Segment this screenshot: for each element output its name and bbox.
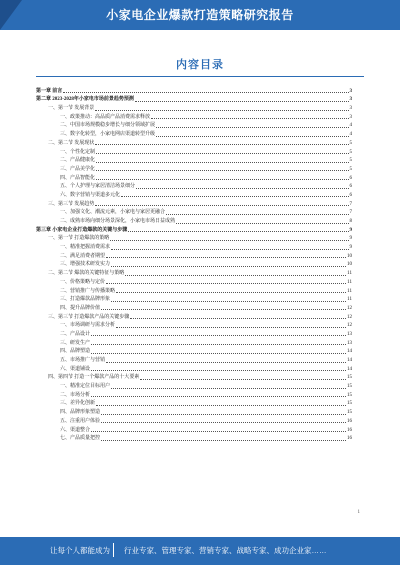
toc-entry-title: 二、成熟市场向细分场景深化，小家电市场日益成熟 (60, 219, 176, 224)
toc-entry[interactable] (36, 103, 352, 112)
toc-entry-title: 一、精准定位目标用户 (60, 384, 111, 390)
toc-leader-dots (106, 362, 346, 363)
toc-entry-page: 6 (349, 175, 352, 181)
toc-entry[interactable] (36, 329, 352, 338)
toc-leader-dots (130, 318, 346, 319)
toc-entry-title: 一、第一节 发展背景 (48, 106, 95, 112)
toc-entry-page: 11 (347, 271, 352, 277)
toc-entry-title: 一、加强文化、潮流元素，小家电与家居更融合 (60, 210, 166, 216)
toc-entry-page: 8 (349, 219, 352, 224)
toc-leader-dots (91, 396, 346, 397)
toc-entry[interactable] (36, 364, 352, 373)
toc-entry-page: 15 (347, 375, 352, 381)
toc-entry[interactable] (36, 277, 352, 286)
toc-entry-title: 二、第二节 爆款的关键特征与策略 (48, 271, 125, 277)
toc-entry-title: 七、产品质量把控 (60, 436, 101, 442)
toc-entry[interactable] (36, 355, 352, 364)
toc-entry[interactable] (36, 321, 352, 330)
toc-leader-dots (176, 223, 348, 224)
toc-entry[interactable] (36, 338, 352, 347)
toc-leader-dots (95, 205, 348, 206)
toc-entry-page: 3 (349, 88, 352, 94)
toc-entry-title: 二、营销推广与传播策略 (60, 288, 116, 294)
toc-entry[interactable] (36, 312, 352, 321)
toc-entry[interactable] (36, 373, 352, 382)
toc-heading: 内容目录 (176, 59, 224, 71)
toc-leader-dots (96, 170, 348, 171)
toc-entry-page: 7 (349, 210, 352, 216)
toc-entry-page: 15 (347, 392, 352, 398)
toc-leader-dots (96, 405, 346, 406)
toc-entry[interactable] (36, 156, 352, 165)
toc-leader-dots (116, 327, 346, 328)
toc-entry-title: 三、第三节 发展趋势 (48, 201, 95, 207)
toc-entry-title: 六、渠道整合 (60, 427, 91, 433)
toc-entry-page: 5 (349, 140, 352, 146)
toc-entry-page: 14 (347, 366, 352, 372)
toc-entry[interactable] (36, 216, 352, 225)
toc-entry[interactable] (36, 260, 352, 269)
toc-entry[interactable] (36, 399, 352, 408)
toc-leader-dots (111, 249, 348, 250)
toc-entry[interactable] (36, 225, 352, 234)
toc-entry-title: 五、注重用户体验 (60, 418, 101, 424)
toc-leader-dots (63, 92, 348, 93)
toc-entry-page: 9 (349, 236, 352, 242)
toc-entry[interactable] (36, 286, 352, 295)
toc-leader-dots (136, 188, 348, 189)
page-number: 1 (357, 510, 360, 515)
toc-leader-dots (140, 379, 346, 380)
toc-leader-dots (91, 353, 346, 354)
toc-entry-page: 12 (347, 314, 352, 320)
toc-entry-page: 4 (349, 132, 352, 138)
toc-entry[interactable] (36, 416, 352, 425)
toc-entry[interactable] (36, 182, 352, 191)
toc-entry-title: 二、第二节 发展现状 (48, 140, 95, 146)
toc-leader-dots (96, 153, 348, 154)
toc-entry-page: 11 (347, 297, 352, 303)
document-title: 小家电企业爆款打造策略研究报告 (106, 8, 294, 22)
toc-entry[interactable] (36, 295, 352, 304)
footer-separator (113, 543, 114, 557)
toc-leader-dots (95, 144, 348, 145)
toc-entry-title: 一、个性化定制 (60, 149, 96, 155)
toc-leader-dots (166, 214, 348, 215)
toc-entry-title: 一、政策推动：高品质产品消费需求释放 (60, 114, 151, 120)
toc-entry[interactable] (36, 251, 352, 260)
toc-entry-title: 六、数字营销与渠道多元化 (60, 192, 121, 198)
toc-entry-title: 三、第三节 打造爆款产品的关键步骤 (48, 314, 130, 320)
toc-leader-dots (91, 431, 346, 432)
toc-entry-title: 二、产品设计 (60, 331, 91, 337)
toc-leader-dots (110, 240, 348, 241)
toc-leader-dots (101, 422, 346, 423)
toc-entry-page: 16 (347, 418, 352, 424)
toc-entry-page: 15 (347, 401, 352, 407)
toc-entry-title: 三、产品美学化 (60, 166, 96, 172)
toc-entry-page: 15 (347, 384, 352, 390)
toc-entry[interactable] (36, 173, 352, 182)
toc-leader-dots (156, 136, 348, 137)
toc-entry-page: 3 (349, 106, 352, 112)
toc-entry-page: 12 (347, 323, 352, 329)
toc-leader-dots (111, 388, 346, 389)
toc-entry-page: 5 (349, 166, 352, 172)
toc-entry[interactable] (36, 95, 352, 104)
table-of-contents (36, 86, 352, 442)
footer-slogan-left: 让每个人都能成为 (50, 546, 110, 555)
toc-entry-page: 11 (347, 288, 352, 294)
toc-entry-page: 10 (347, 262, 352, 268)
toc-entry-title: 三、研发生产 (60, 340, 91, 346)
toc-leader-dots (91, 370, 346, 371)
toc-entry-page: 10 (347, 253, 352, 259)
toc-leader-dots (96, 179, 348, 180)
toc-entry[interactable] (36, 112, 352, 121)
toc-leader-dots (128, 231, 348, 232)
toc-leader-dots (96, 162, 348, 163)
toc-entry-page: 14 (347, 358, 352, 363)
toc-entry-page: 5 (349, 158, 352, 164)
toc-entry-title: 四、品牌形象塑造 (60, 410, 101, 416)
toc-entry-page: 11 (347, 279, 352, 285)
toc-entry-page: 6 (349, 184, 352, 190)
toc-entry-title: 三、差异化创新 (60, 401, 96, 407)
toc-entry-title: 第三章 小家电企业打造爆款的关键与步骤 (36, 227, 128, 233)
toc-leader-dots (101, 440, 346, 441)
toc-entry-page: 12 (347, 305, 352, 311)
toc-entry-title: 第一章 前言 (36, 88, 63, 94)
toc-leader-dots (106, 257, 346, 258)
toc-entry[interactable] (36, 121, 352, 130)
toc-leader-dots (91, 344, 346, 345)
toc-leader-dots (106, 283, 346, 284)
toc-entry[interactable] (36, 164, 352, 173)
toc-entry-page: 7 (349, 201, 352, 207)
toc-entry-title: 二、中国市场规模稳步增长与细分领域扩展 (60, 123, 156, 129)
toc-entry-page: 4 (349, 123, 352, 129)
toc-leader-dots (125, 275, 346, 276)
toc-entry-title: 三、增强技术研发实力 (60, 262, 111, 268)
footer-slogan-right: 行业专家、管理专家、营销专家、战略专家、成功企业家…… (124, 546, 327, 555)
toc-entry-page: 9 (349, 227, 352, 233)
toc-leader-dots (101, 309, 346, 310)
toc-entry[interactable] (36, 381, 352, 390)
toc-leader-dots (95, 110, 348, 111)
toc-entry[interactable] (36, 208, 352, 217)
toc-entry[interactable] (36, 234, 352, 243)
toc-entry-page: 13 (347, 331, 352, 337)
toc-leader-dots (111, 301, 346, 302)
toc-entry-page: 16 (347, 436, 352, 442)
toc-entry-page: 14 (347, 349, 352, 355)
toc-entry-title: 一、第一节 打造爆款的策略 (48, 236, 110, 242)
toc-entry[interactable] (36, 268, 352, 277)
toc-entry-title: 一、市场调研与需求分析 (60, 323, 116, 329)
toc-entry-title: 一、价格策略与定价 (60, 279, 106, 285)
toc-entry-title: 四、第四节 打造一个爆款产品的十大要素 (48, 375, 140, 381)
toc-leader-dots (135, 101, 349, 102)
toc-entry[interactable] (36, 129, 352, 138)
toc-entry-page: 16 (347, 427, 352, 433)
toc-entry-title: 二、产品健康化 (60, 158, 96, 164)
toc-entry-title: 二、市场分析 (60, 392, 91, 398)
toc-entry[interactable] (36, 425, 352, 434)
toc-entry[interactable] (36, 86, 352, 95)
toc-leader-dots (101, 414, 346, 415)
toc-entry-page: 15 (347, 410, 352, 416)
toc-entry[interactable] (36, 390, 352, 399)
toc-entry-title: 四、品牌塑造 (60, 349, 91, 355)
toc-leader-dots (151, 118, 348, 119)
toc-leader-dots (91, 335, 346, 336)
toc-entry[interactable] (36, 347, 352, 356)
toc-entry[interactable] (36, 199, 352, 208)
toc-entry-page: 5 (349, 149, 352, 155)
toc-entry-page: 3 (349, 114, 352, 120)
toc-divider (36, 76, 364, 77)
toc-entry-title: 四、产品智能化 (60, 175, 96, 181)
toc-entry-title: 五、市场推广与营销 (60, 358, 106, 363)
toc-entry-page: 9 (349, 245, 352, 251)
toc-entry-title: 三、数字化转型，小家电网店渠道转型升级 (60, 132, 156, 138)
toc-entry-title: 六、渠道铺设 (60, 366, 91, 372)
toc-entry-title: 第二章 2023-2028年小家电市场前景趋势预测 (36, 97, 134, 103)
toc-entry-title: 二、满足消费者期望 (60, 253, 106, 259)
toc-entry[interactable] (36, 434, 352, 443)
toc-entry[interactable] (36, 190, 352, 199)
toc-leader-dots (156, 127, 348, 128)
toc-entry[interactable] (36, 242, 352, 251)
toc-leader-dots (111, 266, 346, 267)
toc-entry-title: 三、打造爆款品牌形象 (60, 297, 111, 303)
toc-leader-dots (121, 196, 348, 197)
toc-entry-title: 四、提升品牌价值 (60, 305, 101, 311)
toc-entry-title: 五、个人护理与家居清洁场景细分 (60, 184, 136, 190)
toc-entry-page: 13 (347, 340, 352, 346)
toc-entry-title: 一、精准把握消费需求 (60, 245, 111, 251)
toc-entry[interactable] (36, 407, 352, 416)
toc-leader-dots (116, 292, 346, 293)
toc-entry-page: 3 (349, 97, 352, 103)
toc-entry[interactable] (36, 147, 352, 156)
toc-entry-page: 6 (349, 192, 352, 198)
toc-entry[interactable] (36, 303, 352, 312)
toc-entry[interactable] (36, 138, 352, 147)
